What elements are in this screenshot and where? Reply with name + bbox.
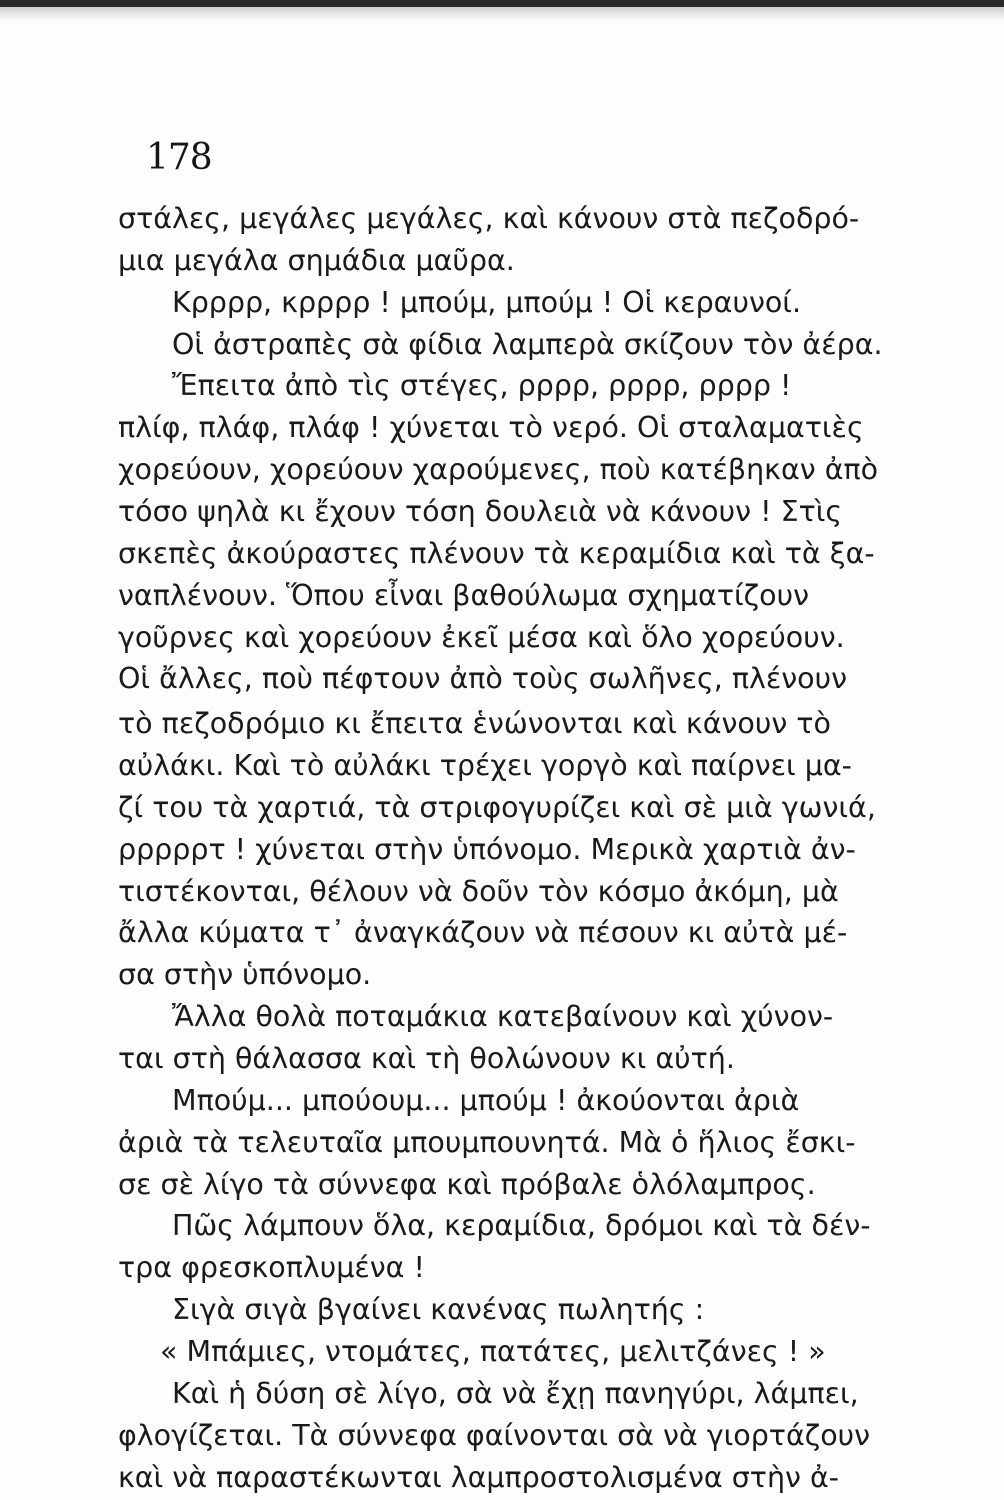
text-line: καὶ νὰ παραστέκωνται λαμπροστολισμένα στὴν ἀ- <box>118 1460 840 1494</box>
text-line: ζί του τὰ χαρτιά, τὰ στριφογυρίζει καὶ σὲ μιὰ γωνιά, <box>118 790 876 824</box>
text-line: Ἔπειτα ἀπὸ τὶς στέγες, ρρρρ, ρρρρ, ρρρρ ! <box>172 369 792 403</box>
text-line: αὐλάκι. Καὶ τὸ αὐλάκι τρέχει γοργὸ καὶ παίρνει μα- <box>118 749 852 782</box>
text-line: τρα φρεσκοπλυμένα ! <box>118 1251 425 1285</box>
text-line: σα στὴν ὑπόνομο. <box>118 958 372 992</box>
text-line: ναπλένουν. Ὅπου εἶναι βαθούλωμα σχηματίζουν <box>118 578 809 612</box>
text-line: Οἱ ἀστραπὲς σὰ φίδια λαμπερὰ σκίζουν τὸν ἀέρα. <box>172 327 883 361</box>
page-number: 178 <box>146 137 212 178</box>
text-line: τὸ πεζοδρόμιο κι ἔπειτα ἑνώνονται καὶ κάνουν τὸ <box>118 707 831 741</box>
text-line: τιστέκονται, θέλουν νὰ δοῦν τὸν κόσμο ἀκόμη, μὰ <box>118 874 839 908</box>
text-line: σκεπὲς ἀκούραστες πλένουν τὰ κεραμίδια καὶ τὰ ξα- <box>118 536 875 570</box>
text-line: τόσο ψηλὰ κι ἔχουν τόση δουλειὰ νὰ κάνουν ! Στὶς <box>118 495 843 528</box>
text-line: στάλες, μεγάλες μεγάλες, καὶ κάνουν στὰ πεζοδρό- <box>118 202 860 235</box>
text-line: χορεύουν, χορεύουν χαρούμενες, ποὺ κατέβηκαν ἀπὸ <box>118 453 879 487</box>
text-line: ται στὴ θάλασσα καὶ τὴ θολώνουν κι αὐτή. <box>118 1042 735 1075</box>
text-line: γοῦρνες καὶ χορεύουν ἐκεῖ μέσα καὶ ὅλο χορεύουν. <box>118 620 845 654</box>
text-line: ρρρρρτ ! χύνεται στὴν ὑπόνομο. Μερικὰ χαρτιὰ ἀν- <box>118 832 856 866</box>
text-line: Σιγὰ σιγὰ βγαίνει κανένας πωλητής : <box>172 1293 705 1327</box>
text-line: « Μπάμιες, ντομάτες, πατάτες, μελιτζάνες ! » <box>160 1334 826 1368</box>
text-line: ἀριὰ τὰ τελευταῖα μπουμπουνητά. Μὰ ὁ ἥλιος ἔσκι- <box>118 1125 856 1159</box>
text-line: Μπούμ... μπούουμ... μπούμ ! ἀκούονται ἀριὰ <box>172 1083 800 1117</box>
text-line: Πῶς λάμπουν ὅλα, κεραμίδια, δρόμοι καὶ τὰ δέν- <box>172 1209 871 1243</box>
text-line: πλίφ, πλάφ, πλάφ ! χύνεται τὸ νερό. Οἱ σταλαματιὲς <box>118 411 864 445</box>
text-line: Ἄλλα θολὰ ποταμάκια κατεβαίνουν καὶ χύνον- <box>172 1000 834 1034</box>
text-line: φλογίζεται. Τὰ σύννεφα φαίνονται σὰ νὰ γιορτάζουν <box>118 1418 871 1452</box>
text-line: μια μεγάλα σημάδια μαῦρα. <box>118 243 515 277</box>
text-line: Καὶ ἡ δύση σὲ λίγο, σὰ νὰ ἔχῃ πανηγύρι, λάμπει, <box>172 1376 859 1410</box>
text-line: σε σὲ λίγο τὰ σύννεφα καὶ πρόβαλε ὁλόλαμπρος. <box>118 1167 816 1201</box>
text-line: ἄλλα κύματα τ᾿ ἀναγκάζουν νὰ πέσουν κι αὐτὰ μέ- <box>118 916 848 950</box>
text-line: Κρρρρ, κρρρρ ! μπούμ, μπούμ ! Οἱ κεραυνοί. <box>172 285 802 319</box>
text-line: Οἱ ἄλλες, ποὺ πέφτουν ἀπὸ τοὺς σωλῆνες, πλένουν <box>118 662 848 696</box>
